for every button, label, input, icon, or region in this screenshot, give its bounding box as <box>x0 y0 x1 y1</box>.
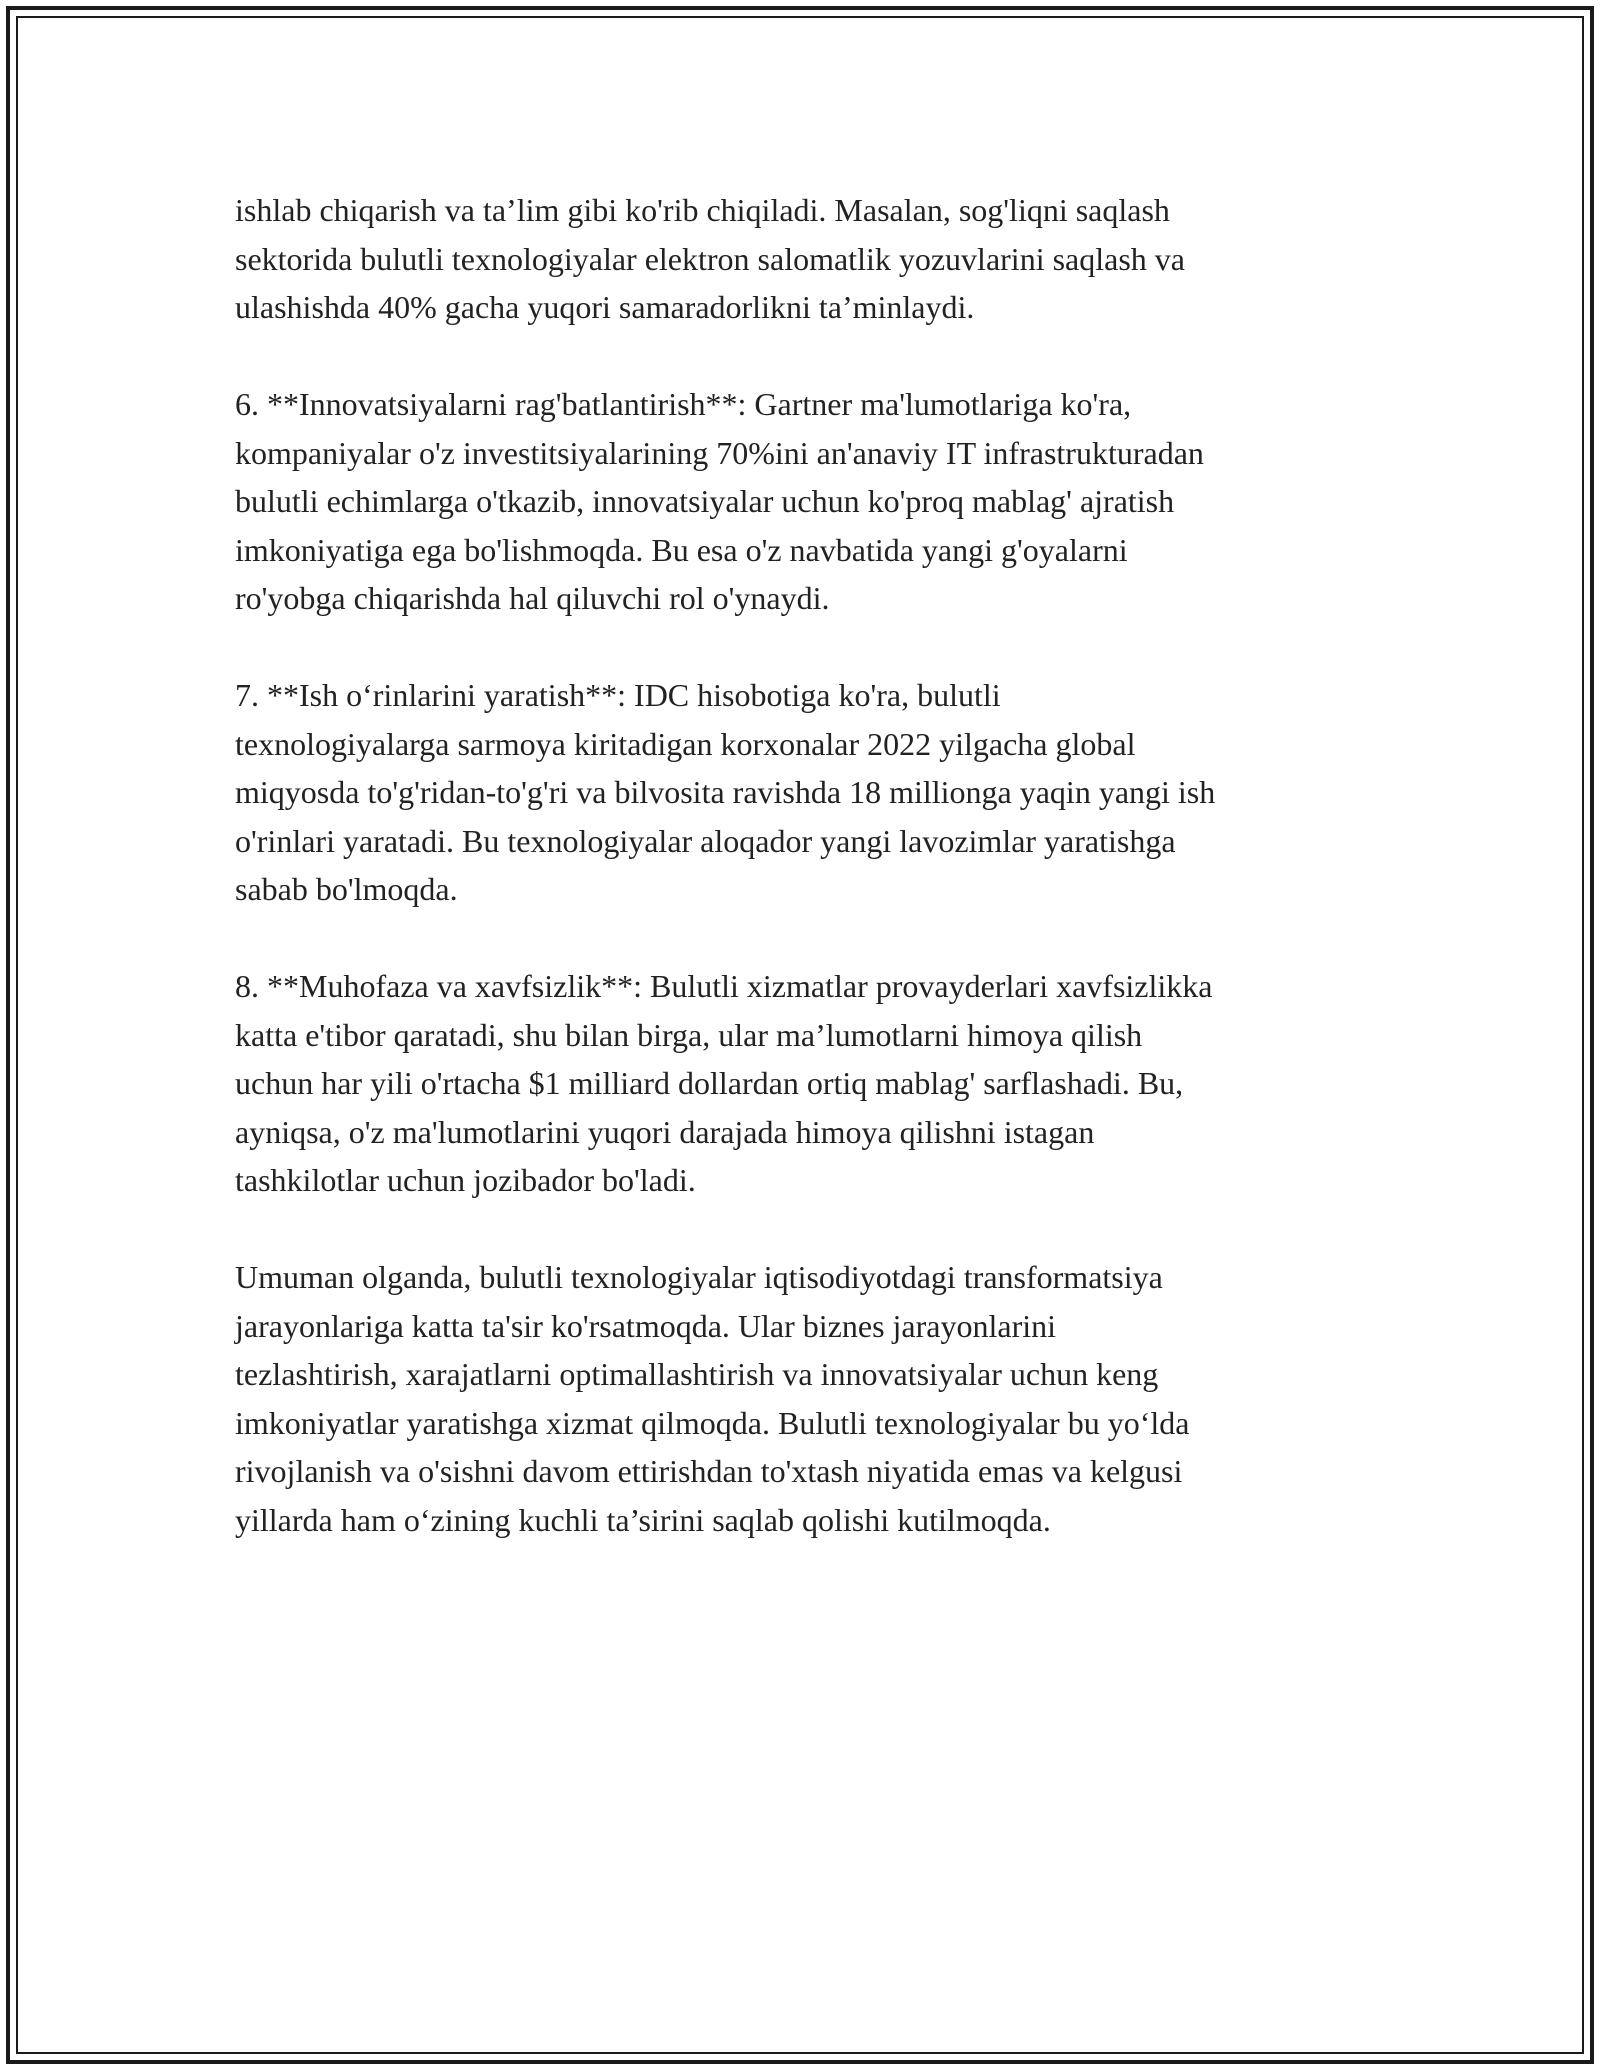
text-line: Umuman olganda, bulutli texnologiyalar iqtisodiyotdagi transformatsiya <box>235 1259 1163 1295</box>
document-body <box>235 186 1375 1593</box>
text-line: tezlashtirish, xarajatlarni optimallashtirish va innovatsiyalar uchun keng <box>235 1356 1159 1392</box>
text-line: kompaniyalar o'z investitsiyalarining 70%ini an'anaviy IT infrastrukturadan <box>235 434 1204 471</box>
text-line: ishlab chiqarish va ta’lim gibi ko'rib chiqiladi. Masalan, sog'liqni saqlash <box>235 192 1170 228</box>
paragraph-conclusion <box>235 1253 1375 1544</box>
paragraph-item-8 <box>235 962 1375 1205</box>
text-line: katta e'tibor qaratadi, shu bilan birga, ular ma’lumotlarni himoya qilish <box>235 1016 1143 1053</box>
text-line: imkoniyatlar yaratishga xizmat qilmoqda. Bulutli texnologiyalar bu yo‘lda <box>235 1404 1190 1441</box>
text-line: tashkilotlar uchun jozibador bo'ladi. <box>235 1162 696 1198</box>
text-line: 6. **Innovatsiyalarni rag'batlantirish**: Gartner ma'lumotlariga ko'ra, <box>235 386 1132 422</box>
paragraph-intro <box>235 186 1375 332</box>
text-line: bulutli echimlarga o'tkazib, innovatsiyalar uchun ko'proq mablag' ajratish <box>235 483 1175 519</box>
text-line: texnologiyalarga sarmoya kiritadigan korxonalar 2022 yilgacha global <box>235 725 1136 762</box>
text-line: o'rinlari yaratadi. Bu texnologiyalar aloqador yangi lavozimlar yaratishga <box>235 822 1176 859</box>
text-line: yillarda ham o‘zining kuchli ta’sirini saqlab qolishi kutilmoqda. <box>235 1501 1051 1538</box>
text-line: sektorida bulutli texnologiyalar elektron salomatlik yozuvlarini saqlash va <box>235 240 1185 277</box>
text-line: uchun har yili o'rtacha $1 milliard dollardan ortiq mablag' sarflashadi. Bu, <box>235 1065 1184 1101</box>
paragraph-item-6 <box>235 380 1375 623</box>
text-line: imkoniyatiga ega bo'lishmoqda. Bu esa o'z navbatida yangi g'oyalarni <box>235 531 1128 568</box>
text-line: ro'yobga chiqarishda hal qiluvchi rol o'ynaydi. <box>235 580 830 616</box>
text-line: rivojlanish va o'sishni davom ettirishdan to'xtash niyatida emas va kelgusi <box>235 1453 1183 1489</box>
text-line: ulashishda 40% gacha yuqori samaradorlikni ta’minlaydi. <box>235 289 975 325</box>
text-line: 8. **Muhofaza va xavfsizlik**: Bulutli xizmatlar provayderlari xavfsizlikka <box>235 968 1213 1004</box>
text-line: miqyosda to'g'ridan-to'g'ri va bilvosita ravishda 18 millionga yaqin yangi ish <box>235 774 1216 810</box>
text-line: 7. **Ish o‘rinlarini yaratish**: IDC hisobotiga ko'ra, bulutli <box>235 677 1001 713</box>
text-line: ayniqsa, o'z ma'lumotlarini yuqori darajada himoya qilishni istagan <box>235 1113 1095 1150</box>
text-line: jarayonlariga katta ta'sir ko'rsatmoqda. Ular biznes jarayonlarini <box>235 1307 1056 1344</box>
text-line: sabab bo'lmoqda. <box>235 871 458 907</box>
paragraph-item-7 <box>235 671 1375 914</box>
